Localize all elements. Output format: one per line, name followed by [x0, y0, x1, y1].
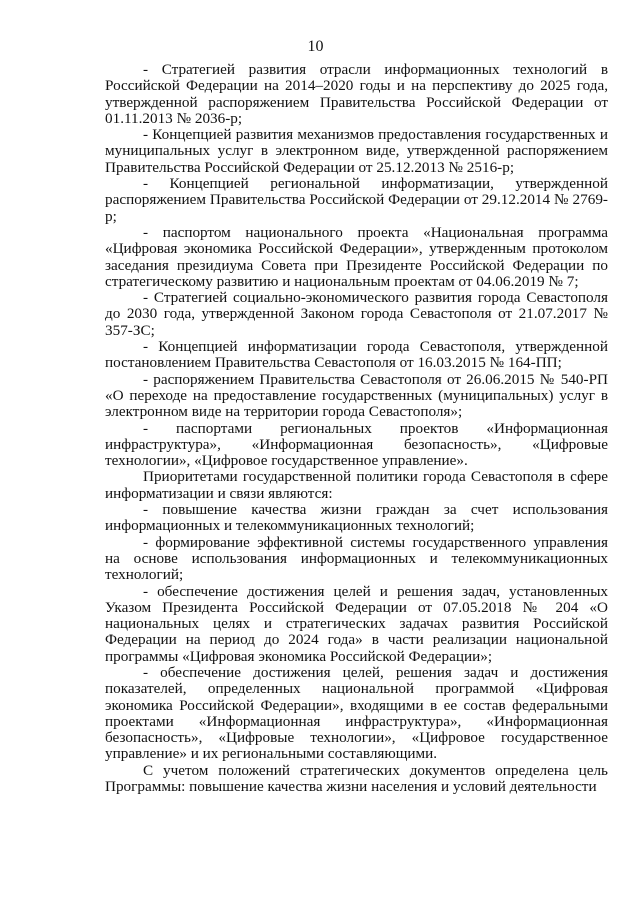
page-number: 10 [307, 38, 324, 55]
paragraph: - паспортами региональных проектов «Информационная инфраструктура», «Информационная безопасность», «Цифровые технологии», «Цифровое государственное управление». [105, 419, 608, 470]
paragraph: - обеспечение достижения целей, решения задач и достижения показателей, определенных национальной программой «Цифровая экономика Российской Федерации», входящими в ее состав федеральными проектами «Информационная инфраструктура», «Информационная безопасность», «Цифровые технологии», «Цифровое государственное управление» и их региональными составляющими. [105, 663, 608, 763]
paragraph: С учетом положений стратегических документов определена цель Программы: повышение качества жизни населения и условий деятельности [105, 761, 608, 796]
paragraph: - Концепцией развития механизмов предоставления государственных и муниципальных услуг в электронном виде, утвержденной распоряжением Правительства Российской Федерации от 25.12.2013 № 2516-р; [105, 126, 608, 176]
paragraph: - повышение качества жизни граждан за счет использования информационных и телекоммуникационных технологий; [105, 501, 608, 535]
paragraph: - обеспечение достижения целей и решения задач, установленных Указом Президента Российской Федерации от 07.05.2018 № 204 «О национальных целях и стратегических задачах развития Российской Федерации на период до 2024 года» в части реализации национальной программы «Цифровая экономика Российской Федерации»; [105, 582, 608, 665]
paragraph: - формирование эффективной системы государственного управления на основе использования информационных и телекоммуникационных технологий; [105, 533, 608, 584]
paragraph: - Концепцией информатизации города Севастополя, утвержденной постановлением Правительства Севастополя от 16.03.2015 № 164-ПП; [105, 338, 608, 372]
paragraph: - Стратегией социально-экономического развития города Севастополя до 2030 года, утвержденной Законом города Севастополя от 21.07.2017 № 357-ЗС; [105, 289, 608, 339]
paragraph: - Стратегией развития отрасли информационных технологий в Российской Федерации на 2014–2020 годы и на перспективу до 2025 года, утвержденной распоряжением Правительства Российской Федерации от 01.11.2013 № 2036-р; [105, 61, 608, 127]
paragraph: - распоряжением Правительства Севастополя от 26.06.2015 № 540-РП «О переходе на предоставление государственных (муниципальных) услуг в электронном виде на территории города Севастополя»; [105, 370, 608, 421]
body-text [105, 62, 608, 795]
paragraph: - паспортом национального проекта «Национальная программа «Цифровая экономика Российской Федерации», утвержденным протоколом заседания президиума Совета при Президенте Российской Федерации по стратегическому развитию и национальным проектам от 04.06.2019 № 7; [105, 223, 608, 290]
paragraph: Приоритетами государственной политики города Севастополя в сфере информатизации и связи являются: [105, 468, 608, 502]
paragraph: - Концепцией региональной информатизации, утвержденной распоряжением Правительства Российской Федерации от 29.12.2014 № 2769-р; [105, 175, 608, 225]
